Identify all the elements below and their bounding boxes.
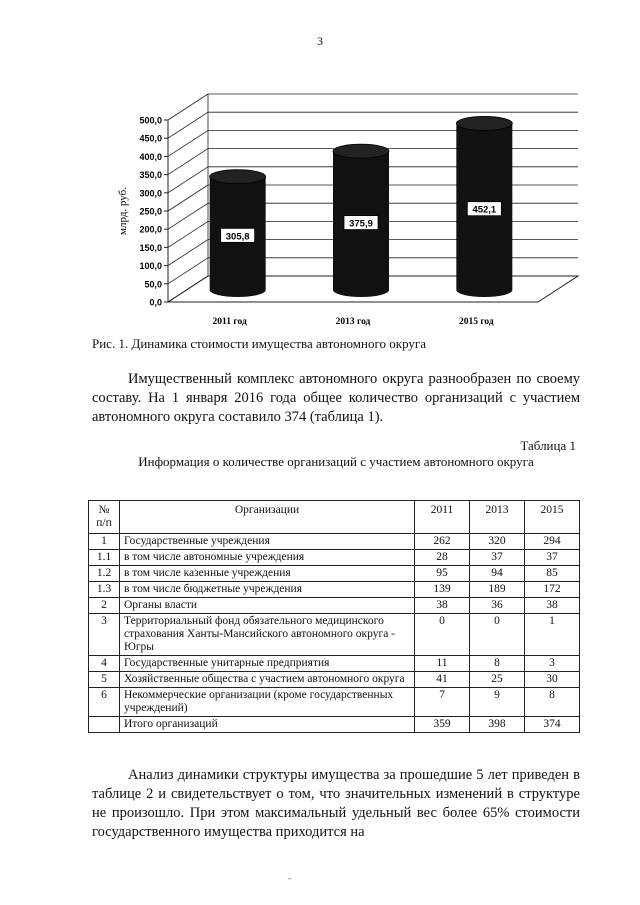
table-label: Таблица 1 — [520, 438, 576, 453]
table-row — [89, 534, 580, 550]
row-num: 6 — [89, 688, 120, 717]
row-2011: 7 — [415, 688, 470, 717]
row-2011: 0 — [415, 614, 470, 656]
y-tick-label: 300,0 — [139, 188, 162, 199]
paragraph-1: Имущественный комплекс автономного округа разнообразен по своему составу. На 1 января 2016 года общее количество организаций с участием автономного округа составило 374 (таблица 1). — [92, 371, 580, 425]
y-tick-label: 250,0 — [139, 206, 162, 217]
table-row — [89, 614, 580, 656]
organizations-table — [88, 500, 580, 733]
y-axis-label: млрд. руб. — [117, 187, 129, 235]
row-2013: 320 — [470, 534, 525, 550]
table-row — [89, 688, 580, 717]
row-2011: 11 — [415, 656, 470, 672]
row-2011: 359 — [415, 717, 470, 733]
row-2011: 262 — [415, 534, 470, 550]
row-2015: 30 — [525, 672, 580, 688]
y-tick-label: 200,0 — [139, 224, 162, 235]
row-num: 5 — [89, 672, 120, 688]
row-2015: 38 — [525, 598, 580, 614]
table-header-row — [89, 501, 580, 534]
row-organization: Территориальный фонд обязательного медицинского страхования Ханты-Мансийского автономного округа - Югры — [120, 614, 415, 656]
row-2013: 398 — [470, 717, 525, 733]
row-num: 1.3 — [89, 582, 120, 598]
row-num: 1 — [89, 534, 120, 550]
row-2013: 37 — [470, 550, 525, 566]
row-2013: 0 — [470, 614, 525, 656]
data-label: 452,1 — [472, 204, 497, 216]
row-num: 2 — [89, 598, 120, 614]
y-tick-label: 100,0 — [139, 261, 162, 272]
table-row — [89, 582, 580, 598]
data-label: 375,9 — [349, 218, 373, 230]
bar-chart — [110, 82, 590, 327]
row-2011: 38 — [415, 598, 470, 614]
x-tick-label: 2011 год — [212, 317, 247, 327]
table-title: Информация о количестве организаций с участием автономного округа — [138, 454, 534, 469]
row-2013: 36 — [470, 598, 525, 614]
row-organization: Хозяйственные общества с участием автономного округа — [120, 672, 415, 688]
row-2015: 3 — [525, 656, 580, 672]
paragraph-2: Анализ динамики структуры имущества за прошедшие 5 лет приведен в таблице 2 и свидетельствует о том, что значительных изменений в структуре не произошло. При этом максимальный удельный вес более 65% стоимости государственного имущества приходится на — [92, 767, 580, 840]
data-label: 305,8 — [225, 231, 250, 243]
table-row — [89, 672, 580, 688]
row-2015: 374 — [525, 717, 580, 733]
row-2015: 8 — [525, 688, 580, 717]
y-tick-label: 450,0 — [139, 133, 162, 144]
row-2011: 139 — [415, 582, 470, 598]
header-organizations: Организации — [120, 501, 415, 534]
row-2015: 1 — [525, 614, 580, 656]
y-tick-label: 0,0 — [149, 297, 162, 308]
table-row — [89, 550, 580, 566]
header-2013: 2013 — [470, 501, 525, 534]
row-2011: 41 — [415, 672, 470, 688]
row-2013: 25 — [470, 672, 525, 688]
row-organization: Государственные унитарные предприятия — [120, 656, 415, 672]
header-num: № п/п — [89, 501, 120, 534]
header-2015: 2015 — [525, 501, 580, 534]
y-tick-label: 50,0 — [144, 279, 162, 290]
row-2013: 9 — [470, 688, 525, 717]
row-organization: в том числе бюджетные учреждения — [120, 582, 415, 598]
row-organization: в том числе автономные учреждения — [120, 550, 415, 566]
table-row — [89, 717, 580, 733]
table-row — [89, 598, 580, 614]
bar-top — [210, 170, 266, 184]
x-tick-label: 2013 год — [335, 317, 371, 327]
row-num: 3 — [89, 614, 120, 656]
page-number: 3 — [317, 34, 323, 48]
row-organization: Итого организаций — [120, 717, 415, 733]
x-tick-label: 2015 год — [458, 317, 494, 327]
figure-caption: Рис. 1. Динамика стоимости имущества автономного округа — [92, 336, 426, 351]
y-tick-label: 350,0 — [139, 170, 162, 181]
row-2015: 172 — [525, 582, 580, 598]
y-tick-label: 500,0 — [139, 115, 162, 126]
row-organization: Некоммерческие организации (кроме государственных учреждений) — [120, 688, 415, 717]
row-organization: Государственные учреждения — [120, 534, 415, 550]
row-num: 1.2 — [89, 566, 120, 582]
row-organization: Органы власти — [120, 598, 415, 614]
row-num: 4 — [89, 656, 120, 672]
row-num: 1.1 — [89, 550, 120, 566]
bar-top — [333, 144, 389, 158]
row-2011: 95 — [415, 566, 470, 582]
table-row — [89, 566, 580, 582]
bar-top — [456, 116, 512, 130]
row-2013: 94 — [470, 566, 525, 582]
row-2013: 8 — [470, 656, 525, 672]
row-num — [89, 717, 120, 733]
row-organization: в том числе казенные учреждения — [120, 566, 415, 582]
row-2015: 85 — [525, 566, 580, 582]
table-row — [89, 656, 580, 672]
bottom-mark: - — [288, 873, 291, 883]
row-2013: 189 — [470, 582, 525, 598]
row-2015: 294 — [525, 534, 580, 550]
header-2011: 2011 — [415, 501, 470, 534]
row-2011: 28 — [415, 550, 470, 566]
row-2015: 37 — [525, 550, 580, 566]
y-tick-label: 400,0 — [139, 151, 162, 162]
y-tick-label: 150,0 — [139, 242, 162, 253]
